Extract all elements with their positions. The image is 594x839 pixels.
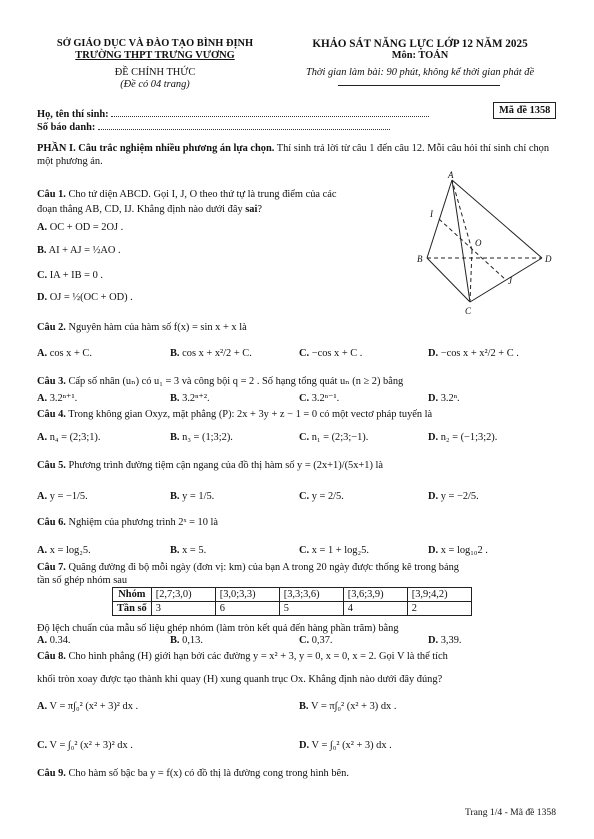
subject: Môn: TOÁN bbox=[391, 50, 449, 61]
q5-text: Câu 5. Phương trình đường tiệm cận ngang của đồ thị hàm số y = (2x+1)/(5x+1) là bbox=[37, 460, 384, 471]
q4-option-d[interactable]: D. n₂ = (−1;3;2). bbox=[428, 432, 498, 443]
edge-cd bbox=[470, 258, 542, 302]
q3-option-b[interactable]: B. 3.2ⁿ⁺². bbox=[170, 393, 210, 404]
frequency-table bbox=[112, 587, 472, 616]
school-name: TRƯỜNG THPT TRƯNG VƯƠNG bbox=[75, 50, 235, 61]
time-note: Thời gian làm bài: 90 phút, không kể thời gian phát đề bbox=[305, 67, 535, 78]
q2-option-a[interactable]: A. cos x + C. bbox=[37, 348, 92, 359]
q7-option-c[interactable]: C. 0,37. bbox=[299, 635, 333, 646]
q1-option-c[interactable]: C. IA + IB = 0 . bbox=[37, 270, 104, 281]
edge-ad bbox=[452, 180, 542, 258]
segment-ij bbox=[439, 219, 506, 280]
q4-text: Câu 4. Trong không gian Oxyz, mặt phẳng (P): 2x + 3y + z − 1 = 0 có một vectơ pháp tuyến là bbox=[37, 409, 433, 420]
table-row-frequency bbox=[113, 602, 472, 616]
q6-option-b[interactable]: B. x = 5. bbox=[170, 545, 207, 556]
label-o: O bbox=[475, 238, 482, 248]
table-cell: [2,7;3,0) bbox=[151, 588, 215, 602]
q8-text2: khối tròn xoay được tạo thành khi quay (H) xung quanh trục Ox. Khẳng định nào dưới đây đúng? bbox=[37, 674, 443, 685]
label-a: A bbox=[448, 170, 454, 180]
student-name-label: Họ, tên thí sinh: bbox=[37, 107, 429, 121]
edge-ac bbox=[452, 180, 470, 302]
q3-option-c[interactable]: C. 3.2ⁿ⁻¹. bbox=[299, 393, 340, 404]
q6-option-c[interactable]: C. x = 1 + log₂5. bbox=[299, 545, 369, 556]
label-c: C bbox=[465, 306, 472, 316]
edge-bc bbox=[427, 258, 470, 302]
q8-option-b[interactable]: B. V = π∫₀² (x² + 3) dx . bbox=[299, 701, 397, 712]
table-row-groups bbox=[113, 588, 472, 602]
page-footer: Trang 1/4 - Mã đề 1358 bbox=[464, 807, 556, 818]
exam-title: KHẢO SÁT NĂNG LỰC LỚP 12 NĂM 2025 bbox=[312, 38, 528, 50]
q2-option-c[interactable]: C. −cos x + C . bbox=[299, 348, 363, 359]
q7-text2: tần số ghép nhóm sau bbox=[37, 575, 128, 586]
q4-option-c[interactable]: C. n₁ = (2;3;−1). bbox=[299, 432, 369, 443]
q7-text3: Độ lệch chuẩn của mẫu số liệu ghép nhóm (làm tròn kết quả đến hàng phần trăm) bằng bbox=[37, 623, 399, 634]
header-rule bbox=[338, 85, 500, 86]
section-instruction: PHẦN I. Câu trắc nghiệm nhiều phương án lựa chọn. Thí sinh trả lời từ câu 1 đến câu 12. Mỗi câu hỏi thí sinh chỉ chọn một phương án. bbox=[37, 143, 550, 167]
q3-option-d[interactable]: D. 3.2ⁿ. bbox=[428, 393, 460, 404]
q1-text: Câu 1. Cho tứ diện ABCD. Gọi I, J, O theo thứ tự là trung điểm của các bbox=[37, 189, 337, 200]
q7-option-d[interactable]: D. 3,39. bbox=[428, 635, 462, 646]
table-header-group: Nhóm bbox=[113, 588, 152, 602]
table-cell: 4 bbox=[343, 602, 407, 616]
official-label: ĐỀ CHÍNH THỨC bbox=[114, 67, 196, 78]
table-cell: [3,6;3,9) bbox=[343, 588, 407, 602]
label-d: D bbox=[545, 254, 552, 264]
exam-code: Mã đề 1358 bbox=[493, 102, 556, 119]
q8-option-c[interactable]: C. V = ∫₀² (x² + 3)² dx . bbox=[37, 740, 133, 751]
q4-option-a[interactable]: A. n₄ = (2;3;1). bbox=[37, 432, 101, 443]
table-cell: 5 bbox=[279, 602, 343, 616]
q1-option-a[interactable]: A. OC + OD = 2OJ . bbox=[37, 222, 124, 233]
q4-option-b[interactable]: B. n₃ = (1;3;2). bbox=[170, 432, 233, 443]
q8-text: Câu 8. Cho hình phẳng (H) giới hạn bởi các đường y = x² + 3, y = 0, x = 0, x = 2. Gọi V là thể tích bbox=[37, 651, 448, 662]
dept-name: SỞ GIÁO DỤC VÀ ĐÀO TẠO BÌNH ĐỊNH bbox=[56, 38, 254, 49]
table-cell: 3 bbox=[151, 602, 215, 616]
q1-option-d[interactable]: D. OJ = ½(OC + OD) . bbox=[37, 292, 133, 303]
q5-option-c[interactable]: C. y = 2/5. bbox=[299, 491, 344, 502]
q5-option-d[interactable]: D. y = −2/5. bbox=[428, 491, 479, 502]
table-cell: 6 bbox=[215, 602, 279, 616]
q3-option-a[interactable]: A. 3.2ⁿ⁺¹. bbox=[37, 393, 78, 404]
q1-text2: đoạn thẳng AB, CD, IJ. Khẳng định nào dưới đây sai? bbox=[37, 204, 263, 215]
q7-text: Câu 7. Quãng đường đi bộ mỗi ngày (đơn vị: km) của bạn A trong 20 ngày được thống kê trong bảng bbox=[37, 562, 459, 573]
q8-option-a[interactable]: A. V = π∫₀² (x² + 3)² dx . bbox=[37, 701, 139, 712]
q9-text: Câu 9. Cho hàm số bậc ba y = f(x) có đồ thị là đường cong trong hình bên. bbox=[37, 768, 349, 779]
q3-text: Câu 3. Cấp số nhân (uₙ) có u₁ = 3 và công bội q = 2 . Số hạng tổng quát uₙ (n ≥ 2) bằng bbox=[37, 376, 404, 387]
label-b: B bbox=[417, 254, 423, 264]
label-i: I bbox=[430, 209, 433, 219]
q5-option-b[interactable]: B. y = 1/5. bbox=[170, 491, 215, 502]
table-cell: [3,9;4,2) bbox=[407, 588, 471, 602]
q6-option-d[interactable]: D. x = log₁₀2 . bbox=[428, 545, 488, 556]
tetrahedron-figure bbox=[412, 170, 592, 320]
pages-note: (Đề có 04 trang) bbox=[120, 79, 190, 90]
q7-option-a[interactable]: A. 0.34. bbox=[37, 635, 71, 646]
q2-option-b[interactable]: B. cos x + x²/2 + C. bbox=[170, 348, 252, 359]
q2-text: Câu 2. Nguyên hàm của hàm số f(x) = sin x + x là bbox=[37, 322, 247, 333]
table-cell: [3,3;3,6) bbox=[279, 588, 343, 602]
table-cell: 2 bbox=[407, 602, 471, 616]
q7-option-b[interactable]: B. 0,13. bbox=[170, 635, 203, 646]
q1-option-b[interactable]: B. AI + AJ = ½AO . bbox=[37, 245, 121, 256]
student-id-label: Số báo danh: bbox=[37, 120, 390, 134]
q2-option-d[interactable]: D. −cos x + x²/2 + C . bbox=[428, 348, 519, 359]
q6-option-a[interactable]: A. x = log₂5. bbox=[37, 545, 91, 556]
label-j: J bbox=[508, 276, 512, 286]
q5-option-a[interactable]: A. y = −1/5. bbox=[37, 491, 88, 502]
table-cell: [3,0;3,3) bbox=[215, 588, 279, 602]
table-header-frequency: Tần số bbox=[113, 602, 152, 616]
q8-option-d[interactable]: D. V = ∫₀² (x² + 3) dx . bbox=[299, 740, 392, 751]
q6-text: Câu 6. Nghiệm của phương trình 2ˣ = 10 là bbox=[37, 517, 219, 528]
